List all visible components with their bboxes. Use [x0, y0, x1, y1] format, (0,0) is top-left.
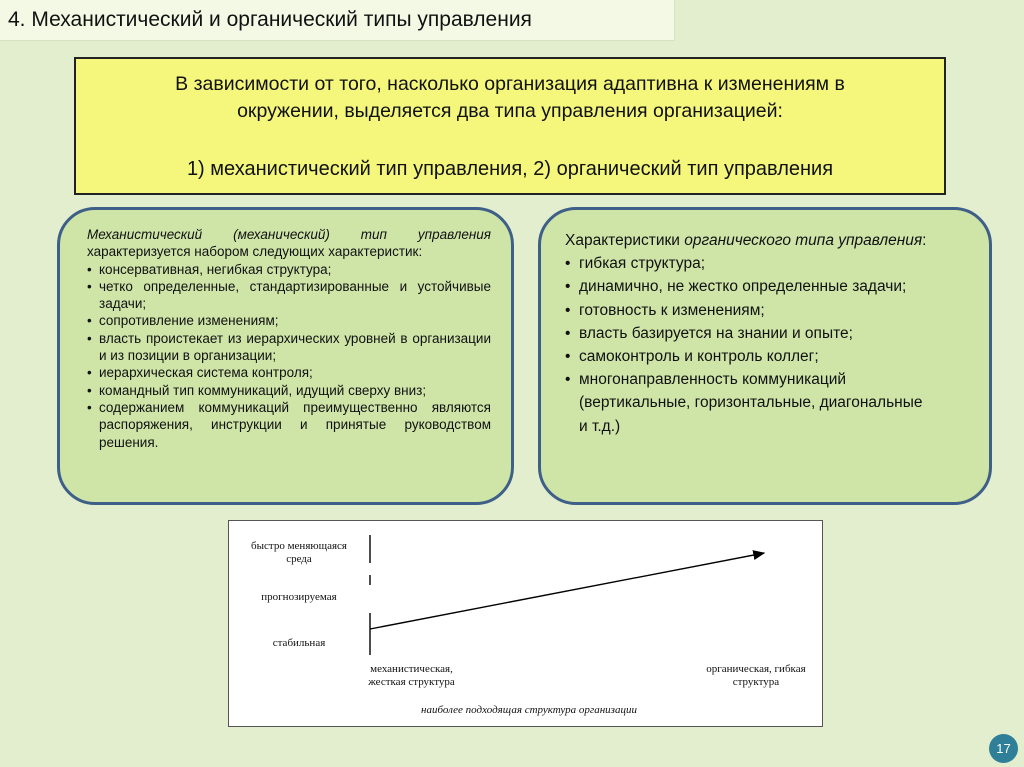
x-tick-label-line: органическая, гибкая: [706, 663, 806, 675]
organic-item: • готовность к изменениям;: [565, 299, 935, 322]
organic-item: • гибкая структура;: [565, 252, 935, 275]
y-tick-label: [235, 591, 363, 604]
organic-list: [565, 252, 935, 438]
x-tick-label: [686, 663, 826, 689]
mechanistic-lead-rest: характеризуется набором следующих характеристик:: [87, 244, 423, 260]
mechanistic-lead-em: Механистический (механический) тип управления: [87, 227, 491, 242]
y-tick-label-line: стабильная: [272, 636, 326, 649]
intro-line-2: окружении, выделяется два типа управления организацией:: [237, 100, 783, 122]
intro-box: [74, 57, 946, 195]
organic-item: • власть базируется на знании и опыте;: [565, 322, 935, 345]
trend-arrow: [370, 553, 764, 629]
y-tick-label: [235, 540, 363, 566]
organic-card: [538, 207, 992, 505]
organic-item: • самоконтроль и контроль коллег;: [565, 345, 935, 368]
organic-item: • многонаправленность коммуникаций (вертикальные, горизонтальные, диагональные и т.д.): [565, 368, 935, 438]
x-tick-label-line: структура: [732, 676, 780, 688]
slide-number-badge: [989, 734, 1018, 763]
slide-number: 17: [996, 741, 1011, 756]
intro-line-3: 1) механистический тип управления, 2) органический тип управления: [186, 158, 834, 180]
slide-title: 4. Механистический и органический типы управления: [8, 8, 532, 31]
mechanistic-item: • иерархическая система контроля;: [87, 364, 491, 381]
x-tick-label-line: жесткая структура: [368, 676, 455, 688]
mechanistic-item: • власть проистекает из иерархических уровней в организации и из позиции в организации;: [87, 330, 491, 365]
x-tick-label: [342, 663, 482, 689]
structure-environment-chart: [228, 520, 823, 727]
title-bar: [0, 0, 675, 41]
organic-lead-end: :: [922, 232, 927, 249]
intro-line-1: В зависимости от того, насколько организация адаптивна к изменениям в: [175, 73, 845, 95]
mechanistic-item: • четко определенные, стандартизированные и устойчивые задачи;: [87, 278, 491, 313]
mechanistic-item: • консервативная, негибкая структура;: [87, 261, 491, 278]
y-tick-label-line: быстро меняющаяся: [251, 540, 347, 552]
mechanistic-item: • сопротивление изменениям;: [87, 312, 491, 329]
y-tick-label-line: прогнозируемая: [261, 590, 337, 603]
intro-text: [76, 71, 944, 125]
organic-lead-em: органического типа управления: [684, 232, 923, 249]
organic-lead-plain: Характеристики: [565, 232, 685, 249]
mechanistic-item: • командный тип коммуникаций, идущий сверху вниз;: [87, 382, 491, 399]
y-tick-label-line: среда: [286, 553, 312, 565]
organic-item: • динамично, не жестко определенные задачи;: [565, 275, 935, 298]
mechanistic-lead: [87, 226, 491, 261]
mechanistic-card: [57, 207, 514, 505]
x-tick-label-line: механистическая,: [370, 663, 453, 675]
organic-lead: [565, 229, 935, 252]
mechanistic-item: • содержанием коммуникаций преимущественно являются распоряжения, инструкции и принятые руководством решения.: [87, 399, 491, 451]
x-axis-title: наиболее подходящая структура организации: [421, 704, 637, 716]
y-tick-label: [235, 637, 363, 650]
mechanistic-list: [87, 261, 491, 451]
